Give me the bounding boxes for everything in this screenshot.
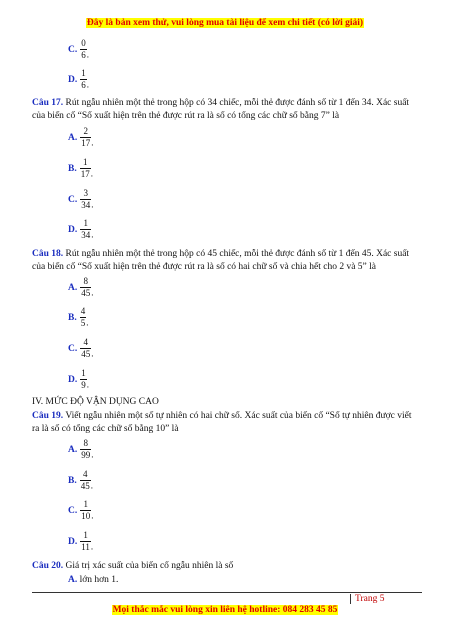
question-19	[32, 410, 420, 435]
option-label: A.	[68, 444, 78, 455]
option-label: A.	[68, 282, 78, 293]
section-heading: IV. MỨC ĐỘ VẬN DỤNG CAO	[32, 397, 159, 407]
option-a: A. $\frac{8}{45}$ .	[68, 276, 94, 298]
option-b: B. $\frac{1}{17}$ .	[68, 157, 93, 179]
option-label: A.	[68, 132, 78, 143]
footer-divider	[32, 592, 422, 593]
option-b: B. $\frac{4}{45}$ .	[68, 469, 93, 491]
option-b: B. $\frac{4}{5}$ .	[68, 306, 89, 328]
option-label: D.	[68, 224, 78, 235]
page-label: Trang	[355, 594, 378, 604]
option-a: A. $\frac{2}{17}$ .	[68, 126, 94, 148]
page-value: 5	[379, 594, 385, 604]
option-label: B.	[68, 475, 77, 486]
question-text: Giá trị xác suất của biến cố ngẫu nhiên là số	[65, 561, 234, 571]
denominator: 5	[80, 318, 86, 328]
question-18	[32, 248, 420, 273]
numerator: 2	[83, 126, 88, 136]
option-label: D.	[68, 536, 78, 547]
page-number	[350, 594, 384, 604]
option-label: B.	[68, 163, 77, 174]
numerator: 4	[83, 337, 88, 347]
denominator: 45	[81, 349, 91, 359]
denominator: 17	[81, 138, 91, 148]
fraction	[80, 157, 91, 180]
option-a: A. $\frac{8}{99}$ .	[68, 438, 94, 460]
option-c: C. $\frac{1}{10}$ .	[68, 499, 94, 521]
denominator: 11	[81, 542, 90, 552]
option-d: D. $\frac{1}{9}$ .	[68, 368, 89, 390]
option-label: C.	[68, 343, 78, 354]
numerator: 1	[82, 157, 88, 167]
denominator: 10	[81, 511, 91, 521]
preview-banner-text: Đây là bản xem thử, vui lòng mua tài liệu để xem chi tiết (có lời giải)	[86, 18, 364, 28]
numerator: 1	[81, 68, 86, 78]
option-d: D. $\frac{1}{11}$ .	[68, 530, 94, 552]
option-label: C.	[68, 44, 78, 55]
question-17	[32, 97, 420, 122]
preview-banner	[0, 18, 450, 28]
hotline-text: Mọi thắc mắc vui lòng xin liên hệ hotline: 084 283 45 85	[112, 605, 338, 615]
denominator: 99	[81, 450, 91, 460]
option-label: D.	[68, 374, 78, 385]
question-label: Câu 19.	[32, 411, 64, 421]
question-text: Rút ngẫu nhiên một thẻ trong hộp có 45 chiếc, mỗi thẻ được đánh số từ 1 đến 45. Xác suất của biến cố “Số xuất hiện trên thẻ được rút ra là số có hai chữ số và chia hết cho 2 và 5” là	[32, 249, 410, 272]
option-d: D. $\frac{1}{6}$ .	[68, 68, 89, 90]
numerator: 4	[82, 469, 88, 479]
fraction	[80, 188, 91, 211]
option-d: D. $\frac{1}{34}$ .	[68, 218, 94, 240]
denominator: 34	[81, 230, 91, 240]
question-20	[32, 560, 420, 573]
question-text: Viết ngẫu nhiên một số tự nhiên có hai chữ số. Xác suất của biến cố “Số tự nhiên được viết ra là số có tổng các chữ số bằng 10” là	[32, 411, 412, 434]
numerator: 0	[81, 38, 86, 48]
numerator: 1	[83, 218, 88, 228]
fraction	[80, 469, 91, 492]
denominator: 6	[81, 80, 86, 90]
question-label: Câu 20.	[32, 561, 64, 571]
question-label: Câu 18.	[32, 249, 64, 259]
option-label: D.	[68, 74, 78, 85]
question-label: Câu 17.	[32, 98, 64, 108]
option-label: C.	[68, 194, 78, 205]
option-label: C.	[68, 505, 78, 516]
numerator: 1	[81, 368, 86, 378]
numerator: 8	[83, 276, 88, 286]
denominator: 34	[81, 200, 91, 210]
denominator: 6	[81, 50, 86, 60]
fraction	[80, 438, 91, 461]
fraction	[80, 337, 91, 360]
option-label: A.	[68, 575, 78, 585]
fraction	[80, 276, 91, 299]
question-text: Rút ngẫu nhiên một thẻ trong hộp có 34 chiếc, mỗi thẻ được đánh số từ 1 đến 34. Xác suất của biến cố “Số xuất hiện trên thẻ được rút ra là số có tổng các chữ số bằng 7” là	[32, 98, 410, 121]
fraction	[80, 499, 91, 522]
numerator: 3	[83, 188, 88, 198]
hotline-footer	[0, 605, 450, 615]
numerator: 1	[83, 499, 88, 509]
denominator: 45	[80, 481, 90, 491]
option-text: lớn hơn 1.	[79, 575, 119, 585]
denominator: 9	[81, 380, 86, 390]
fraction	[80, 218, 91, 241]
denominator: 17	[80, 169, 90, 179]
option-c: C. $\frac{4}{45}$ .	[68, 337, 94, 359]
denominator: 45	[81, 288, 91, 298]
numerator: 8	[83, 438, 88, 448]
numerator: 1	[83, 530, 88, 540]
option-label: B.	[68, 312, 77, 323]
option-c: C. $\frac{0}{6}$ .	[68, 38, 89, 60]
numerator: 4	[80, 306, 86, 316]
option-a	[68, 575, 118, 585]
fraction	[80, 126, 91, 149]
option-c: C. $\frac{3}{34}$ .	[68, 188, 94, 210]
fraction	[80, 530, 91, 553]
